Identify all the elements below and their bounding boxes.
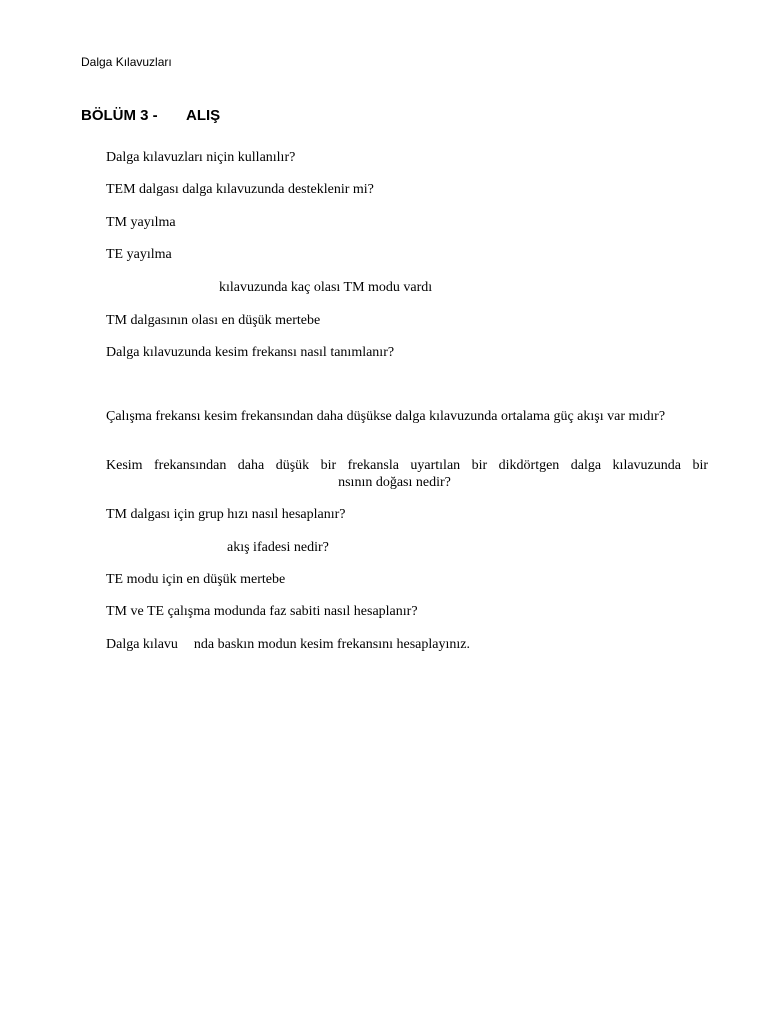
section-title: ALIŞ (186, 107, 221, 124)
running-header: Dalga Kılavuzları (81, 55, 172, 69)
section-number: BÖLÜM 3 - (81, 107, 158, 124)
question-14-part-1: Dalga kılavu (106, 637, 178, 652)
question-8-text: Çalışma frekansı kesim frekansından daha düşükse dalga kılavuzunda ortalama güç akışı var mıdır? (106, 409, 666, 424)
question-6: TM dalgasının olası en düşük mertebe (106, 313, 321, 328)
question-14 (106, 636, 470, 653)
question-5: kılavuzunda kaç olası TM modu vardı (219, 280, 433, 295)
question-8 (81, 408, 708, 425)
question-3: TM yayılma (106, 215, 176, 230)
question-9 (81, 457, 708, 491)
question-9-line-1: Kesim frekansından daha düşük bir frekansla uyartılan bir dikdörtgen dalga kılavuzunda bir (106, 458, 708, 473)
question-10: TM dalgası için grup hızı nasıl hesaplanır? (106, 507, 346, 522)
question-7: Dalga kılavuzunda kesim frekansı nasıl tanımlanır? (106, 345, 395, 360)
question-12: TE modu için en düşük mertebe (106, 572, 286, 587)
question-1: Dalga kılavuzları niçin kullanılır? (106, 150, 296, 165)
question-11: akış ifadesi nedir? (227, 540, 329, 555)
question-9-line-2: nsının doğası nedir? (338, 475, 451, 490)
question-2: TEM dalgası dalga kılavuzunda desteklenir mi? (106, 182, 374, 197)
question-14-part-2: nda baskın modun kesim frekansını hesaplayınız. (193, 637, 470, 652)
question-4: TE yayılma (106, 247, 172, 262)
question-13: TM ve TE çalışma modunda faz sabiti nasıl hesaplanır? (106, 604, 418, 619)
section-heading (81, 107, 220, 125)
